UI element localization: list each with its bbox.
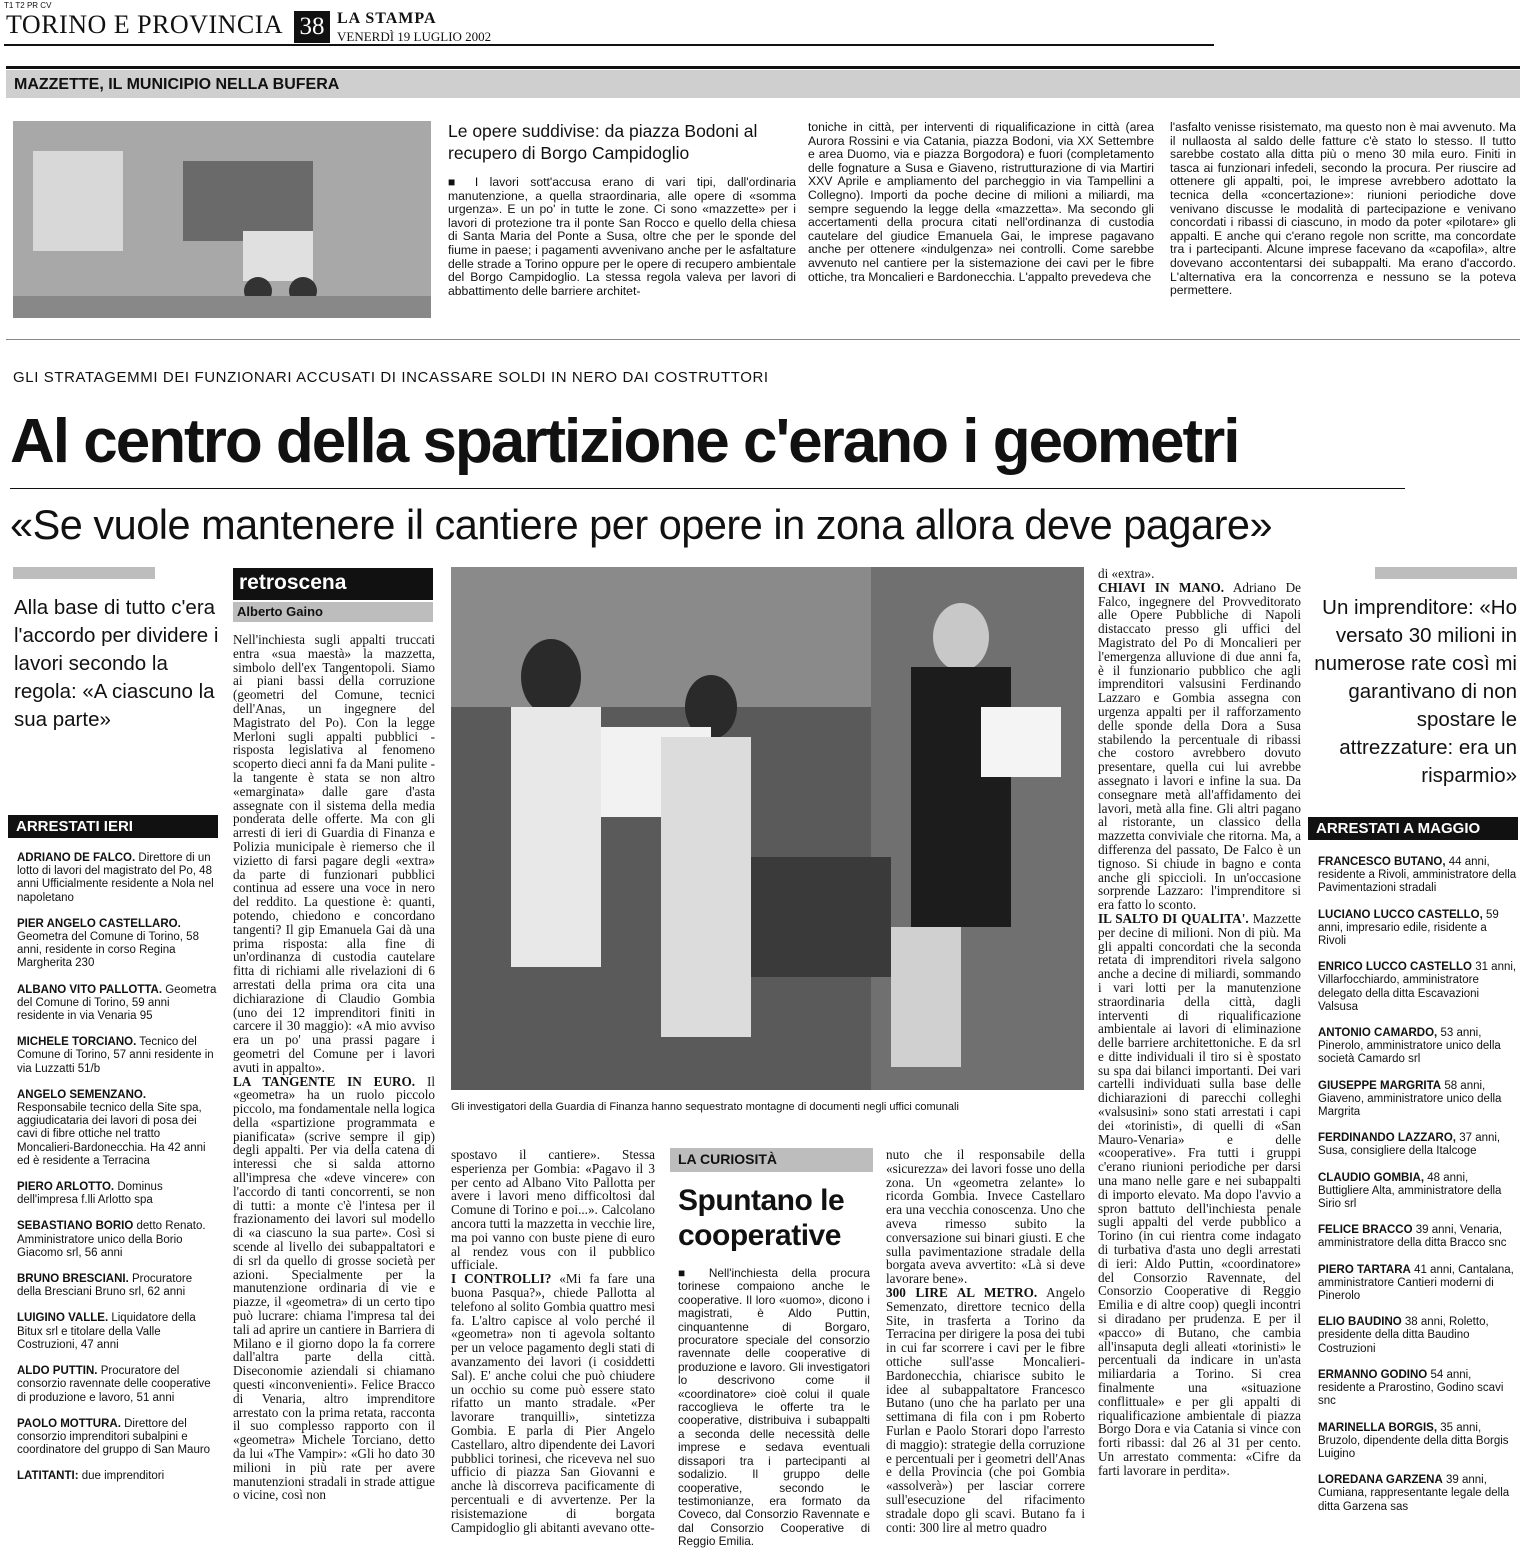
arrested-person <box>17 1181 217 1207</box>
arrestati-ieri-list <box>17 852 217 1497</box>
arrested-person-name: ELIO BAUDINO <box>1318 1316 1402 1329</box>
arrested-person <box>17 1036 217 1076</box>
arrested-person-details: Liquidatore della Bitux srl e titolare della Valle Costruzioni, 47 anni <box>17 1312 196 1351</box>
arrested-person-name: ENRICO LUCCO CASTELLO <box>1318 961 1472 974</box>
arrested-person-name: ADRIANO DE FALCO. <box>17 852 136 864</box>
construction-site-photo <box>13 121 431 318</box>
arrestati-maggio-header: ARRESTATI A MAGGIO <box>1308 817 1518 840</box>
arrested-person-details: Procuratore della Bresciani Bruno srl, 62 anni <box>17 1273 193 1299</box>
arrested-person-name: PIERO ARLOTTO. <box>17 1181 115 1194</box>
curiosita-title: Spuntano le cooperative <box>678 1184 845 1252</box>
article-col-c-p2: Angelo Semenzato, direttore tecnico della Site, in trasferta a Torino da Terracina per dirigere la posa dei tubi in cui far scorrere i cavi per le fibre ottiche sull'asse Moncalieri-Bardonecchia, chiarisce subito le idee al subappaltatore Francesco Butano (uno che ha parlato per una settimana di fila con i pm Roberto Furlan e Paolo Storari dopo l'arresto di maggio): strategie della corruzione e percentuali per i geometri dell'Anas e della Provincia (che poi Gombia «assolverà») per lasciar correre sull'esecuzione del rifacimento stradale dopo gli scavi. Butano fa i conti: 300 lire al metro quadro <box>886 1284 1085 1535</box>
arrested-person-name: ANTONIO CAMARDO, <box>1318 1027 1438 1040</box>
article-col-d <box>1098 567 1301 1478</box>
arrested-person-name: BRUNO BRESCIANI. <box>17 1273 129 1286</box>
arrested-person-details: detto Renato. Amministratore unico della Borio Giacomo srl, 56 anni <box>17 1220 206 1259</box>
pull-quote-right: Un imprenditore: «Ho versato 30 milioni in numerose rate così mi garantivano di non spostare le attrezzature: era un risparmio» <box>1314 596 1517 787</box>
article-col-c-p1: nuto che il responsabile della «sicurezza» dei lavori fosse uno della zona. Un «geometra zelante» lo ricorda Gombia. Invece Castellaro era una vecchia conoscenza. Uno che aveva rimesso subito la conversazione sui binari giusti. E che sulla pavimentazione stradale della borgata aveva avvertito: «Là si deve lavorare bene». <box>886 1147 1085 1287</box>
pull-right-bar <box>1375 567 1517 579</box>
arrested-person-name: LUIGINO VALLE. <box>17 1312 109 1325</box>
main-kicker: GLI STRATAGEMMI DEI FUNZIONARI ACCUSATI DI INCASSARE SOLDI IN NERO DAI COSTRUTTORI <box>13 369 769 386</box>
main-headline: Al centro della spartizione c'erano i geometri <box>10 407 1239 476</box>
arrestati-maggio-list <box>1318 856 1518 1527</box>
arrested-person-details: Tecnico del Comune di Torino, 57 anni residente in via Luzzatti 51/b <box>17 1036 214 1075</box>
photo-caption: Gli investigatori della Guardia di Finanza hanno sequestrato montagne di documenti negli uffici comunali <box>451 1101 959 1113</box>
author-byline: Alberto Gaino <box>233 602 433 622</box>
arrested-person-name: GIUSEPPE MARGRITA <box>1318 1079 1442 1092</box>
arrested-person-details: 41 anni, Cantalana, amministratore Cantieri moderni di Pinerolo <box>1318 1263 1514 1303</box>
arrested-person-name: LATITANTI: <box>17 1470 79 1483</box>
top-story-col-3: l'asfalto venisse risistemato, ma questo non è mai avvenuto. Ma il nullaosta al saldo delle fatture c'è stato lo stesso. Il tutto sarebbe costato alla ditta più o meno 30 mila euro. Finiti in tasca ai funzionari infedeli, secondo la procura. Per riuscire ad ottenere gli appalti, poi, le imprese avrebbero adottato la tecnica della «concertazione»: riunioni periodiche dove venivano discusse le modalità di partecipazione e venivano concordati i ribassi di ciascuno, in modo da poter «pilotare» gli appalti. E anche qui c'erano regole non scritte, ma concordate tra i partecipanti. Alcune imprese facevano da «capofila», altre dovevano accontentarsi dei subappalti. Ma erano d'accordo. L'alternativa era la concorrenza e nessuno se la poteva permettere. <box>1170 120 1516 298</box>
top-story-headline: Le opere suddivise: da piazza Bodoni al recupero di Borgo Campidoglio <box>448 121 758 163</box>
arrested-person <box>1318 1172 1518 1212</box>
top-story-rule <box>6 66 1520 69</box>
arrested-person <box>1318 1316 1518 1356</box>
pull-left-bar <box>13 567 155 579</box>
arrested-person-name: CLAUDIO GOMBIA, <box>1318 1171 1425 1184</box>
curiosita-body: ■ Nell'inchiesta della procura torinese compaiono anche le cooperative. Il loro «uomo», dicono i magistrati, è Aldo Puttin, cinquantenne di Borgaro, procuratore speciale del consorzio ravennate delle cooperative di produzione e lavoro. Gli investigatori lo descrivono come il «coordinatore» cioè colui il quale raccoglieva le offerte tra le cooperative, distribuiva i subappalti a seconda delle necessità delle imprese e sedava eventuali dissapori tra i partecipanti al sodalizio. Il gruppo delle cooperative, secondo le testimonianze, era formato da Coveco, dal Consorzio Ravennate e dal Consorzio Cooperative di Reggio Emilia. <box>678 1266 870 1549</box>
arrested-person-details: Geometra del Comune di Torino, 59 anni residente in via Venaria 95 <box>17 983 217 1023</box>
arrested-person-details: due imprenditori <box>81 1470 165 1483</box>
headline-rule <box>10 488 1405 489</box>
arrested-person <box>1318 1474 1518 1514</box>
rubric-retroscena: retroscena <box>233 568 433 600</box>
sub-salto: IL SALTO DI QUALITA'. <box>1098 910 1249 926</box>
arrested-person-details: Direttore di un lotto di lavori del magistrato del Po, 48 anni Ufficialmente residente a Nola nel napoletano <box>17 852 214 904</box>
article-col-a <box>233 633 435 1502</box>
arrested-person-details: 48 anni, Buttigliere Alta, amministratore della Sirio srl <box>1318 1171 1502 1211</box>
sub-chiavi: CHIAVI IN MANO. <box>1098 579 1225 595</box>
arrested-person <box>1318 909 1518 949</box>
article-col-b-p2: «Mi fa fare una buona Pasqua?», chiede Pallotta al telefono al solito Gombia quattro mesi fa. L'altro capisce al volo perché il «geometra» non ti agevola soltanto per un veloce pagamento degli stati di avanzamento dei lavori (i cosiddetti Sal). E' anche colui che può chiudere un occhio su come può essere stato rifatto un manto stradale. «Per lavorare tranquilli», sintetizza Gombia. E parla di Pier Angelo Castellaro, altro dipendente dei Lavori pubblici torinesi, che riceveva nel suo ufficio di piazza San Giovanni e anche là discorreva pacificamente di percentuali e di avvertenze. Per la risistemazione di borgata Campidoglio gli abitanti avevano otte- <box>451 1271 655 1535</box>
sub-metro: 300 LIRE AL METRO. <box>886 1284 1038 1300</box>
arrested-person <box>17 1312 217 1352</box>
arrested-person-name: FERDINANDO LAZZARO, <box>1318 1132 1456 1145</box>
arrested-person <box>17 852 217 905</box>
top-story-col-1: ■ I lavori sott'accusa erano di vari tipi, dall'ordinaria manutenzione, a quella straordinaria, alle opere di «somma urgenza». E un po' in tutte le zone. Ci sono «mazzette» per i lavori di protezione tra il ponte San Rocco e quello della chiesa di Santa Maria del Ponte a Susa, oltre che per le sponde del fiume in paese; i pagamenti avvenivano anche per le asfaltature delle strade a Torino oppure per le opere di recupero ambientale del Borgo Campidoglio. La stessa regola valeva per lavori di abbattimento delle barriere architet- <box>448 175 796 298</box>
arrested-person-details: Procuratore del consorzio ravennate delle cooperative di produzione e lavoro, 51 anni <box>17 1365 211 1404</box>
arrested-person-details: Direttore del consorzio imprenditori subalpini e coordinatore del gruppo di San Mauro <box>17 1417 211 1457</box>
arrested-person-name: PAOLO MOTTURA. <box>17 1417 121 1430</box>
documents-photo <box>451 567 1084 1090</box>
article-col-a-p1: Nell'inchiesta sugli appalti truccati entra «sua maestà» la mazzetta, simbolo dell'ex Tangentopoli. Siamo ai piani bassi della corruzione (geometri del Comune, tecnici dell'Anas, un ingegnere del Magistrato del Po). Con la legge Merloni sugli appalti pubblici - risposta legislativa al fenomeno scoperto dieci anni fa da Mani pulite - la tangente è stata se non altro «emarginata» dalle gare d'asta assegnate con il sistema della media ponderata delle offerte. Ma con gli arresti di ieri di Guardia di Finanza e Polizia municipale è riemerso che il vizietto di farsi pagare degli «extra» da parte di funzionari pubblici continua ad essere una voce in nero del reddito. La questione è: quanti, potendo, chiedono e concordano tangenti? Il gip Emanuela Gai dà una prima risposta: alla fine di un'ordinanza di custodia cautelare fitta di richiami alle rivelazioni di 6 arrestati della prima ora cita una dichiarazione di Claudio Gombia (uno dei 12 imprenditori finiti in carcere il 30 maggio): «A mio avviso era un po' una prassi pagare i geometri del Comune per i lavori avuti in appalto». <box>233 632 435 1075</box>
arrested-person <box>1318 1369 1518 1409</box>
arrested-person-name: ERMANNO GODINO <box>1318 1368 1428 1381</box>
arrested-person <box>1318 1224 1518 1250</box>
article-col-a-p2: Il «geometra» ha un ruolo piccolo piccolo, ma fondamentale nella logica della «spartizione programmata e pianificata» (scrive sempre il gip) degli appalti. Per via della catena di interessi che si salda attorno all'impresa che «deve vincere» con l'accordo di tanti concorrenti, se non di tutti: a monte c'è l'intesa per il frazionamento dei lavori sul modello di «a ciascuno la sua parte». Così si scende al livello dei subappaltatori e di srl da quello di grosse società per azioni. Specialmente per la manutenzione ordinaria di vie e piazze, il «geometra» di un certo tipo può lucrare: chiama l'impresa tal dei tali ad aprire un cantiere in Barriera di Milano e il giorno dopo la fa correre dall'altra parte della città. Diseconomie aziendali si chiamano questi «inconvenienti». Felice Bracco di Venaria, altro imprenditore arrestato con la prima retata, racconta il suo complesso rapporto con il «geometra» Michele Torciano, detto da lui «The Vampir»: «Gli ho dato 30 milioni in più rate per avere manutenzioni stradali in strade attigue o vicine, così non <box>233 1073 435 1503</box>
arrestati-ieri-header: ARRESTATI IERI <box>8 815 218 838</box>
arrested-person <box>17 1089 217 1168</box>
arrested-person-name: ANGELO SEMENZANO. <box>17 1088 147 1101</box>
issue-date: VENERDÌ 19 LUGLIO 2002 <box>337 29 492 44</box>
arrested-person <box>17 1273 217 1299</box>
arrested-person-name: MICHELE TORCIANO. <box>17 1036 137 1049</box>
arrested-person-name: LUCIANO LUCCO CASTELLO, <box>1318 908 1483 921</box>
arrested-person-details: Geometra del Comune di Torino, 58 anni, residente in corso Regina Margherita 230 <box>17 931 199 970</box>
arrested-person-details: 44 anni, residente a Rivoli, amministratore della Pavimentazioni stradali <box>1318 856 1517 895</box>
arrested-person-details: 31 anni, Villarfocchiardo, amministratore delegato della ditta Escavazioni Valsusa <box>1318 961 1517 1013</box>
article-col-b <box>451 1148 655 1534</box>
page-number: 38 <box>294 11 330 43</box>
arrested-person-details: 39 anni, Cumiana, rappresentante legale della ditta Garzena sas <box>1318 1474 1510 1513</box>
arrested-person-details: Responsabile tecnico della Site spa, aggiudicataria dei lavori di posa dei cavi di fibre ottiche nel tratto Moncalieri-Bardonecchia. Ha 42 anni ed è residente a Terracina <box>17 1102 206 1167</box>
curiosita-label: LA CURIOSITÀ <box>670 1148 873 1172</box>
article-col-b-p1: spostavo il cantiere». Stessa esperienza per Gombia: «Pagavo il 3 per cento ad Albano Vito Pallotta per avere i lavori meno difficoltosi dal Comune di Torino e poi...». Calcolano ancora tutti la mazzetta in vecchie lire, ma poi vanno con buste piene di euro al rendez vous con il pubblico ufficiale. <box>451 1147 655 1273</box>
arrested-person <box>1318 856 1518 896</box>
top-story-kicker: MAZZETTE, IL MUNICIPIO NELLA BUFERA <box>6 70 1520 98</box>
page-code: T1 T2 PR CV <box>4 1 52 10</box>
arrested-person <box>17 918 217 971</box>
sub-controlli: I CONTROLLI? <box>451 1271 552 1287</box>
article-col-d-p2: Mazzette per decine di milioni. Non di più. Ma gli appalti concordati che la seconda retata di imprenditori rivela salgono anche a decine di miliardi, sommando i vari lotti per la manutenzione straordinaria della città, dagli interventi di riqualificazione ambientale ai lavori di eliminazione delle barriere architettoniche. E da srl e ditte individuali il tiro si è spostato su spa dai bilanci importanti. Dei vari cartelli individuati sulla base delle dichiarazioni di parecchi colleghi «valsusini» sono stati arrestati i capi dei «torinisti», di quelli di «San Mauro-Venaria» e delle «cooperative». Fra tutti i gruppi c'erano riunioni periodiche per darsi una mano nelle gare e nei subappalti di importo elevato. Ma dopo l'avvio a spron battuto dell'inchiesta penale sugli appalti del verde pubblico a Torino (in cui rientra come indagato di turbativa d'asta uno degli arrestati di ieri: Aldo Puttin, «coordinatore» del Consorzio Ravennate, del Consorzio Cooperative di Reggio Emilia e di altre coop) quegli incontri si diradano per prudenza. E per il «pacco» di Butano, che cambia all'insaputa degli alleati «torinisti» le percentuali da indicare in un'asta miliardaria a Torino. Si crea finalmente una «situazione conflittuale» e per gli appalti di riqualificazione ambientale di piazza Borgo Dora e via Catania si vince con forti ribassi: dal 26 al 31 per cento. Un arrestato commenta: «Cifre da farti lavorare in perdita». <box>1098 910 1302 1478</box>
construction-site-illustration <box>13 121 431 318</box>
header-rule <box>4 44 1214 46</box>
arrested-person-details: 38 anni, Roletto, presidente della ditta Baudino Costruzioni <box>1318 1316 1489 1355</box>
arrested-person-details: 58 anni, Giaveno, amministratore unico della Margrita <box>1318 1079 1502 1119</box>
article-col-d-p0: di «extra». <box>1098 566 1155 581</box>
arrested-person-details: 35 anni, Bruzolo, dipendente della ditta Borgis Luigino <box>1318 1421 1509 1460</box>
arrested-person <box>1318 1132 1518 1158</box>
top-story-bottom-rule <box>6 339 1520 340</box>
arrested-person-details: Dominus dell'impresa f.lli Arlotto spa <box>17 1181 163 1207</box>
pull-quote-left: Alla base di tutto c'era l'accordo per dividere i lavori secondo la regola: «A ciascuno la sua parte» <box>14 596 219 731</box>
arrested-person-details: 59 anni, impresario edile, risidente a Rivoli <box>1318 908 1499 948</box>
arrested-person <box>17 1418 217 1458</box>
article-col-c <box>886 1148 1085 1534</box>
arrested-person-name: PIER ANGELO CASTELLARO. <box>17 917 181 930</box>
arrested-person-name: SEBASTIANO BORIO <box>17 1220 134 1233</box>
sub-tangente: LA TANGENTE IN EURO. <box>233 1073 416 1089</box>
arrested-person-name: MARINELLA BORGIS, <box>1318 1421 1438 1434</box>
arrested-person-details: 54 anni, residente a Prarostino, Godino scavi snc <box>1318 1368 1504 1408</box>
arrested-person <box>17 1470 217 1483</box>
arrested-person-name: PIERO TARTARA <box>1318 1263 1411 1276</box>
main-subheadline: «Se vuole mantenere il cantiere per opere in zona allora deve pagare» <box>10 501 1273 548</box>
top-story-col-2: toniche in città, per interventi di riqualificazione in città (area Aurora Rossini e via Catania, piazza Bodoni, via XX Settembre e area Duomo, via e piazza Borgodora) e fuori (completamento delle fognature a Susa e Giaveno, ristrutturazione di via Martiri XXV Aprile e ampliamento del parcheggio in via Tampellini a Collegno). Importi da poche decine di milioni a miliardi, ma sempre seguendo la legge della «mazzetta». Ma secondo gli accertamenti della procura citati nell'ordinanza di custodia cautelare del giudice Emanuela Gai, le imprese pagavano anche per ottenere «indulgenza» nei controlli. Come sarebbe avvenuto nel cantiere per la sistemazione dei cavi per le fibre ottiche, tra Moncalieri e Bardonecchia. L'appalto prevedeva che <box>808 120 1154 284</box>
section-title: TORINO E PROVINCIA <box>6 10 284 39</box>
arrested-person-details: 37 anni, Susa, consigliere della Italcoge <box>1318 1132 1501 1158</box>
arrested-person-details: 53 anni, Pinerolo, amministratore unico della società Camardo srl <box>1318 1027 1501 1066</box>
arrested-person <box>17 984 217 1024</box>
arrested-person-name: ALDO PUTTIN. <box>17 1365 98 1378</box>
arrested-person <box>1318 961 1518 1014</box>
arrested-person <box>1318 1422 1518 1462</box>
arrested-person-details: 39 anni, Venaria, amministratore della ditta Bracco snc <box>1318 1224 1507 1250</box>
arrested-person-name: ALBANO VITO PALLOTTA. <box>17 983 163 996</box>
arrested-person-name: FELICE BRACCO <box>1318 1224 1413 1237</box>
arrested-person <box>17 1220 217 1260</box>
masthead: LA STAMPA <box>337 10 437 27</box>
investigators-illustration <box>451 567 1084 1090</box>
arrested-person <box>1318 1264 1518 1304</box>
arrested-person-name: LOREDANA GARZENA <box>1318 1474 1443 1487</box>
arrested-person <box>17 1365 217 1405</box>
arrested-person <box>1318 1080 1518 1120</box>
article-col-d-p1: Adriano De Falco, ingegnere del Provveditorato alle Opere Pubbliche di Napoli distaccato presso gli uffici del Magistrato del Po di Moncalieri per l'emergenza alluvione di due anni fa, è il funzionario pubblico che agli imprenditori valsusini Ferdinando Lazzaro e Gombia assegna con urgenza appalti per il rafforzamento delle sponde della Dora a Susa stabilendo la percentuale di ribassi che costoro avrebbero dovuto presentare, quella cui lui avrebbe assegnato i lavori e infine la sua. Da consegnare metà all'affidamento dei lavori, metà alla fine. Gli altri pagano al ristorante, un classico della mazzetta conviviale che ritorna. Ma, a differenza del passato, De Falco è un tignoso. Si chiude in bagno e conta anche gli spiccioli. In un'occasione sorprende Lazzaro: l'imprenditore si era fatto lo sconto. <box>1098 579 1301 913</box>
arrested-person <box>1318 1027 1518 1067</box>
arrested-person-name: FRANCESCO BUTANO, <box>1318 856 1446 868</box>
